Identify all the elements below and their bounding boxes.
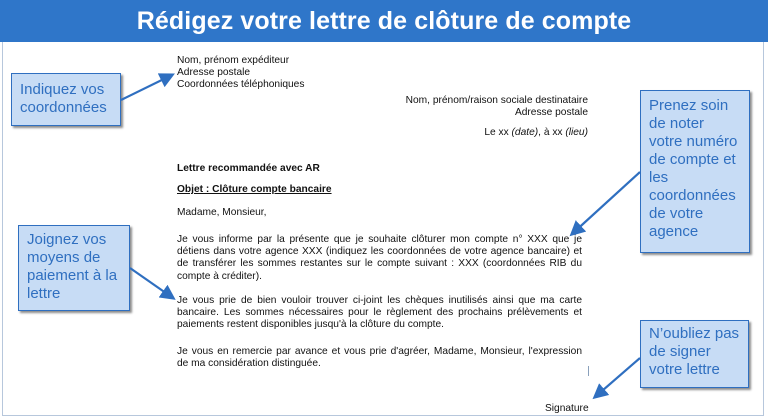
callout-coordonnees: Indiquez vos coordonnées <box>11 73 121 126</box>
recipient-name: Nom, prénom/raison sociale destinataire <box>405 95 588 106</box>
sender-block <box>177 55 304 92</box>
subject-line: Objet : Clôture compte bancaire <box>177 184 332 195</box>
page-header <box>0 0 768 42</box>
paragraph-closing: Je vous en remercie par avance et vous prie d'agréer, Madame, Monsieur, l'expression de ma considération distinguée. <box>177 346 582 370</box>
date-middle: , à xx <box>538 127 566 138</box>
date-placeholder: (date) <box>511 127 539 138</box>
recipient-block <box>406 95 588 119</box>
paragraph-payment: Je vous prie de bien vouloir trouver ci-joint les chèques inutilisés ainsi que ma carte bancaire. Les sommes nécessaires pour le règlement des prochains prélèvements et paiements restent disponibles jusqu'à la clôture du compte. <box>177 295 582 331</box>
sender-name: Nom, prénom expéditeur <box>177 55 290 66</box>
paragraph-account: Je vous informe par la présente que je souhaite clôturer mon compte n° XXX que je détiens dans votre agence XXX (indiquez les coordonnées de votre agence bancaire) et de transférer les sommes restantes sur le compte suivant : XXX (coordonnées RIB du compte à créditer). <box>177 234 582 282</box>
callout-paiement: Joignez vos moyens de paiement à la lettre <box>18 225 130 311</box>
callout-numero-compte: Prenez soin de noter votre numéro de compte et les coordonnées de votre agence <box>640 90 750 253</box>
callout-signer: N’oubliez pas de signer votre lettre <box>640 320 749 388</box>
recipient-address: Adresse postale <box>514 107 588 119</box>
sender-phone: Coordonnées téléphoniques <box>177 79 305 91</box>
signature-label: Signature <box>545 403 589 414</box>
date-prefix: Le xx <box>484 127 512 138</box>
date-line <box>484 127 588 139</box>
registered-mail-line: Lettre recommandée avec AR <box>177 163 320 174</box>
sender-address: Adresse postale <box>177 67 251 79</box>
page-title: Rédigez votre lettre de clôture de compte <box>136 6 632 35</box>
salutation: Madame, Monsieur, <box>177 207 267 218</box>
place-placeholder: (lieu) <box>565 127 588 138</box>
text-cursor <box>588 366 589 376</box>
